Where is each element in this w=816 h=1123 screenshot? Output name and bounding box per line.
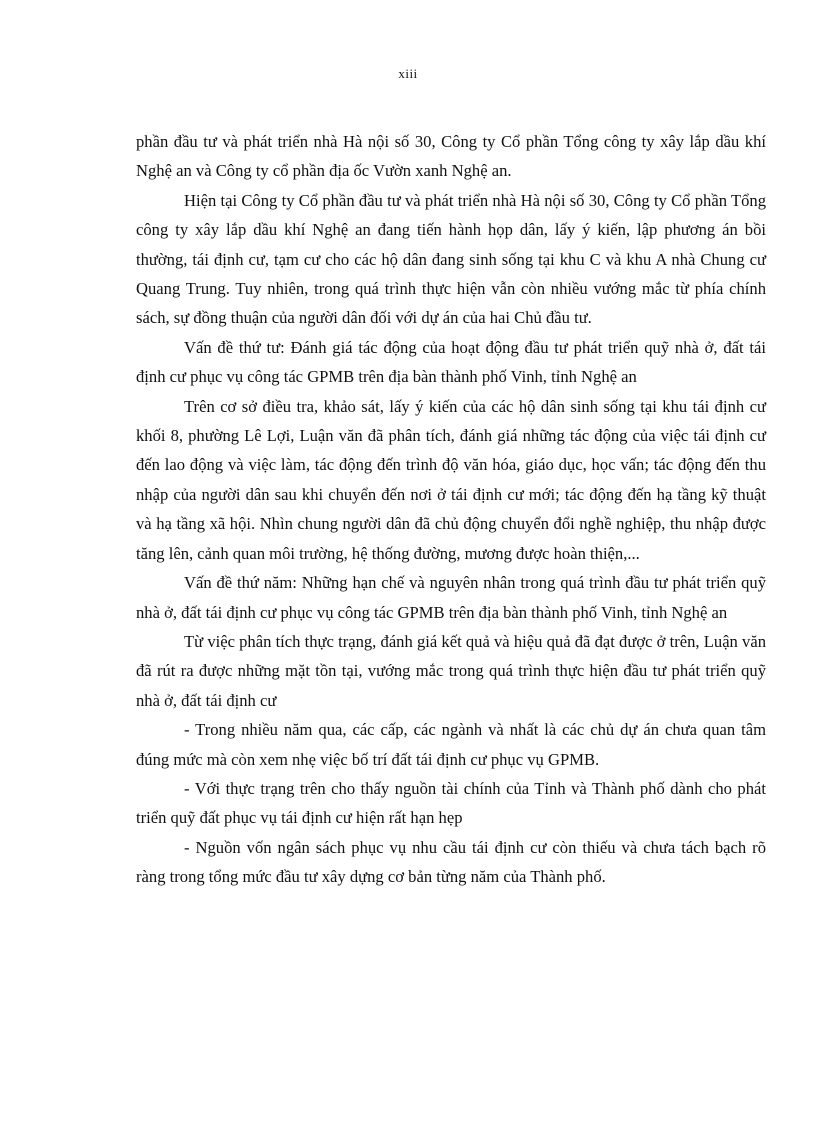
paragraph-issue-four-body: Trên cơ sở điều tra, khảo sát, lấy ý kiến của các hộ dân sinh sống tại khu tái định cư khối 8, phường Lê Lợi, Luận văn đã phân tích, đánh giá những tác động của việc tái định cư đến lao động và việc làm, tác động đến trình độ văn hóa, giáo dục, học vấn; tác động đến thu nhập của người dân sau khi chuyển đến nơi ở tái định cư mới; tác động đến hạ tầng kỹ thuật và hạ tầng xã hội. Nhìn chung người dân đã chủ động chuyển đổi nghề nghiệp, thu nhập được tăng lên, cảnh quan môi trường, hệ thống đường, mương được hoàn thiện,...: [136, 396, 766, 563]
bullet-item: - Nguồn vốn ngân sách phục vụ nhu cầu tái định cư còn thiếu và chưa tách bạch rõ ràng trong tổng mức đầu tư xây dựng cơ bản từng năm của Thành phố.: [136, 837, 766, 887]
document-body: [136, 127, 766, 892]
paragraph-current-status: Hiện tại Công ty Cổ phần đầu tư và phát triển nhà Hà nội số 30, Công ty Cổ phần Tổng công ty xây lắp dầu khí Nghệ an đang tiến hành họp dân, lấy ý kiến, lập phương án bồi thường, tái định cư, tạm cư cho các hộ dân đang sinh sống tại khu C và khu A nhà Chung cư Quang Trung. Tuy nhiên, trong quá trình thực hiện vẫn còn nhiều vướng mắc từ phía chính sách, sự đồng thuận của người dân đối với dự án của hai Chủ đầu tư.: [136, 190, 766, 328]
page-number: xiii: [398, 66, 418, 81]
paragraph-issue-five-heading: Vấn đề thứ năm: Những hạn chế và nguyên nhân trong quá trình đầu tư phát triển quỹ nhà ở, đất tái định cư phục vụ công tác GPMB trên địa bàn thành phố Vinh, tỉnh Nghệ an: [136, 573, 766, 622]
bullet-item: - Với thực trạng trên cho thấy nguồn tài chính của Tỉnh và Thành phố dành cho phát triển quỹ đất phục vụ tái định cư hiện rất hạn hẹp: [136, 778, 766, 828]
bullet-item: - Trong nhiều năm qua, các cấp, các ngành và nhất là các chủ dự án chưa quan tâm đúng mức mà còn xem nhẹ việc bố trí đất tái định cư phục vụ GPMB.: [136, 720, 766, 769]
paragraph-continued: phần đầu tư và phát triển nhà Hà nội số 30, Công ty Cổ phần Tổng công ty xây lắp dầu khí Nghệ an và Công ty cổ phần địa ốc Vườn xanh Nghệ an.: [136, 132, 766, 181]
paragraph-issue-four-heading: Vấn đề thứ tư: Đánh giá tác động của hoạt động đầu tư phát triển quỹ nhà ở, đất tái định cư phục vụ công tác GPMB trên địa bàn thành phố Vinh, tỉnh Nghệ an: [136, 337, 766, 387]
paragraph-issue-five-body: Từ việc phân tích thực trạng, đánh giá kết quả và hiệu quả đã đạt được ở trên, Luận văn đã rút ra được những mặt tồn tại, vướng mắc trong quá trình thực hiện đầu tư phát triển quỹ nhà ở, đất tái định cư: [136, 631, 766, 710]
